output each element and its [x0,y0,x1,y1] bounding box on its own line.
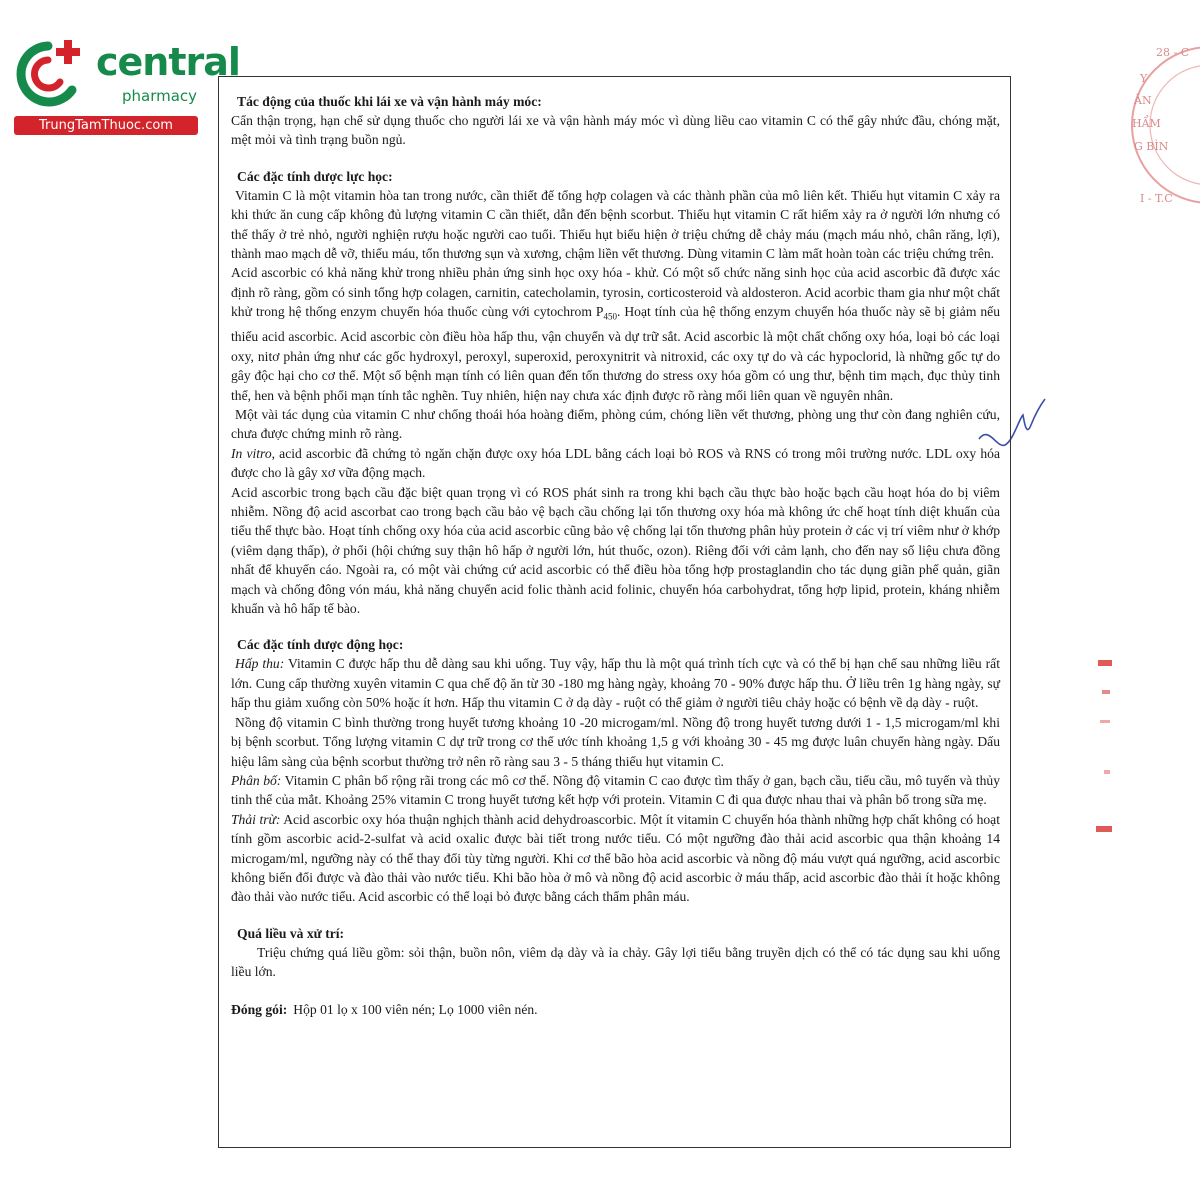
paragraph-part: Acid ascorbic oxy hóa thuận nghịch thành acid dehydroascorbic. Một ít vitamin C chuyển hóa thành những hợp chất không có hoạt tính gồm ascorbic acid-2-sulfat và acid oxalic được bài tiết trong nước tiểu. Có một ngưỡng đào thải acid ascorbic qua thận khoảng 14 microgam/ml, ngưỡng này có thể thay đổi tùy từng người. Khi cơ thể bão hòa acid ascorbic và nồng độ máu vượt quá ngưỡng, acid ascorbic không biến đổi được và đào thải vào nước tiểu. Khi bão hòa ở mô và nồng độ acid ascorbic ở máu thấp, acid ascorbic đào thải ít hoặc không đào thải vào nước tiểu. Acid ascorbic có thể loại bỏ được bằng cách thẩm phân máu. [231,811,1000,905]
italic-lead: Hấp thu: [235,656,285,672]
logo-brand-text: central [96,40,240,84]
paragraph: Triệu chứng quá liều gồm: sỏi thận, buồn nôn, viêm dạ dày và ỉa chảy. Gây lợi tiểu bằng truyền dịch có thể có tác dụng sau khi uống liều lớn. [231,944,1000,980]
paragraph: Một vài tác dụng của vitamin C như chống thoái hóa hoàng điểm, phòng cúm, chóng liền vết thương, phòng ung thư còn đang nghiên cứu, chưa được chứng minh rõ ràng. [231,407,1000,442]
paragraph: Nồng độ vitamin C bình thường trong huyết tương khoảng 10 -20 microgam/ml. Nồng độ trong huyết tương dưới 1 - 1,5 microgam/ml khi bị bệnh scorbut. Tổng lượng vitamin C dự trữ trong cơ thể ước tính khoảng 1,5 g với khoảng 30 - 45 mg được luân chuyển hàng ngày. Dấu hiệu lâm sàng của bệnh scorbut thường trở nên rõ ràng sau 3 - 5 tháng thiếu hụt vitamin C. [231,714,1000,769]
paragraph [231,263,1000,405]
section-driving [231,93,1000,150]
italic-lead: Thải trừ: [231,811,281,827]
paragraph-part: . Hoạt tính của hệ thống enzym chuyển hóa thuốc này sẽ bị giảm nếu thiếu acid ascorbic. Acid ascorbic còn điều hòa hấp thu, vận chuyển và dự trữ sắt. Acid ascorbic là một chất chống oxy hóa, loại bỏ các loại oxy, nitơ phản ứng như các gốc hydroxyl, peroxyl, superoxid, peroxynitrit và nitroxid, các oxy tự do và các hypoclorid, là những gốc tự do gây độc hại cho cơ thể. Một số bệnh mạn tính có liên quan đến tổn thương do stress oxy hóa gồm có ung thư, bệnh tim mạch, đục thủy tinh thể, hen và bệnh phổi mạn tính tắc nghẽn. Tuy nhiên, hiện nay chưa xác định được rõ ràng mối liên quan về nguyên nhân. [231,304,1001,403]
paragraph [231,771,1000,810]
red-stamp-fragment [1110,30,1200,220]
italic-lead: Phân bố: [231,772,282,788]
central-pharmacy-mark-icon [10,38,90,110]
packaging-label: Đóng gói: [231,1001,288,1017]
section-title: Quá liều và xử trí: [237,925,345,941]
brand-logo [10,38,240,138]
logo-sub-text: pharmacy [122,87,198,105]
packaging-value: Hộp 01 lọ x 100 viên nén; Lọ 1000 viên nén. [293,1001,538,1017]
paragraph-part: Vitamin C phân bố rộng rãi trong các mô cơ thể. Nồng độ vitamin C cao được tìm thấy ở gan, bạch cầu, tiểu cầu, mô tuyến và thủy tinh thể của mắt. Khoảng 25% vitamin C trong huyết tương kết hợp với protein. Vitamin C đi qua được nhau thai và phân bố trong sữa mẹ. [231,772,1001,808]
paragraph: Vitamin C là một vitamin hòa tan trong nước, cần thiết để tổng hợp colagen và các thành phần của mô liên kết. Thiếu hụt vitamin C xảy ra khi thức ăn cung cấp không đủ lượng vitamin C cần thiết, dẫn đến bệnh scorbut. Thiếu hụt vitamin C rất hiếm xảy ra ở người lớn nhưng có thể thấy ở trẻ nhỏ, người nghiện rượu hoặc người cao tuổi. Thiếu hụt biểu hiện ở triệu chứng dễ chảy máu (mạch máu nhỏ, chân răng, lợi), thành mao mạch dễ vỡ, thiếu máu, tổn thương sụn và xương, chậm liền vết thương. Dùng vitamin C làm mất hoàn toàn các triệu chứng trên. [231,187,1000,262]
stamp-text: HẨM [1132,117,1161,130]
section-title: Tác động của thuốc khi lái xe và vận hành máy móc: [237,94,542,109]
stamp-text: Y [1140,72,1148,85]
paragraph: Acid ascorbic trong bạch cầu đặc biệt quan trọng vì có ROS phát sinh ra trong khi bạch cầu thực bào hoặc bạch cầu hoạt hóa do bị viêm nhiễm. Nồng độ acid ascorbat cao trong bạch cầu bảo vệ bạch cầu chống lại tổn thương oxy hóa mà không ức chế hoạt tính diệt khuẩn của tiểu thể thực bào. Hoạt tính chống oxy hóa của acid ascorbic cũng bảo vệ chống lại tổn thương phân hủy protein ở các vị trí viêm như ở khớp (viêm dạng thấp), ở phổi (hội chứng suy thận hô hấp ở người lớn, hút thuốc, ozon). Riêng đối với cảm lạnh, cho đến nay số liệu chưa đồng nhất để khuyến cáo. Ngoài ra, có một vài chứng cứ acid ascorbic có thể điều hòa tổng hợp prostaglandin cho tác dụng giãn phế quản, giãn mạch và chống đông vón máu, khả năng chuyển acid folic thành acid folinic, chuyển hóa carbohydrat, tổng hợp lipid, protein, kháng nhiễm khuẩn và hô hấp tế bào. [231,484,1000,617]
leaflet-page [218,76,1011,1148]
paragraph [231,444,1000,483]
stamp-text: I - T.C [1140,192,1173,205]
stamp-text: ÂN [1134,94,1152,107]
logo-site-badge: TrungTamThuoc.com [14,116,198,135]
paragraph [231,810,1000,907]
paragraph-part: Acid ascorbic có khả năng khử trong nhiều phản ứng sinh học oxy hóa - khử. Có một số chức năng sinh học của acid ascorbic đã được xác định rõ ràng, gồm có sinh tổng hợp colagen, carnitin, catecholamin, tyrosin, corticosteroid và aldosteron. Acid acorbic tham gia như một chất khử trong hệ thống enzym chuyển hóa thuốc cùng với cytochrom P [231,265,1000,320]
red-stamp-edge-marks [1092,660,1122,840]
section-title: Các đặc tính dược động học: [237,637,404,653]
packaging-line [231,1000,1000,1019]
paragraph-part: , acid ascorbic đã chứng tỏ ngăn chặn được oxy hóa LDL bằng cách loại bỏ ROS và RNS có trong môi trường nước. LDL oxy hóa được cho là gây xơ vữa động mạch. [231,445,1000,481]
section-overdose [231,925,1000,982]
italic-lead: In vitro [231,445,272,461]
subscript: 450 [603,311,617,322]
section-pharmacokinetics [231,636,1000,906]
stamp-text: G BÌN [1134,140,1169,153]
paragraph [231,654,1000,712]
stamp-text: 28 - C [1156,46,1190,59]
section-title: Các đặc tính dược lực học: [237,168,393,184]
paragraph-part: Vitamin C được hấp thu dễ dàng sau khi uống. Tuy vậy, hấp thu là một quá trình tích cực và có thể bị hạn chế sau những liều rất lớn. Cung cấp thường xuyên vitamin C qua chế độ ăn từ 30 -180 mg hàng ngày, khoảng 70 - 90% được hấp thu. Ở liều trên 1g hàng ngày, sự hấp thu giảm xuống còn 50% hoặc ít hơn. Hấp thu vitamin C ở dạ dày - ruột có thể giảm ở người tiêu chảy hoặc có bệnh về dạ dày - ruột. [231,656,1000,711]
section-pharmacodynamics [231,168,1000,619]
paragraph: Cẩn thận trọng, hạn chế sử dụng thuốc cho người lái xe và vận hành máy móc vì dùng liều cao vitamin C có thể gây nhức đầu, chóng mặt, mệt mỏi và tình trạng buồn ngủ. [231,113,1000,148]
